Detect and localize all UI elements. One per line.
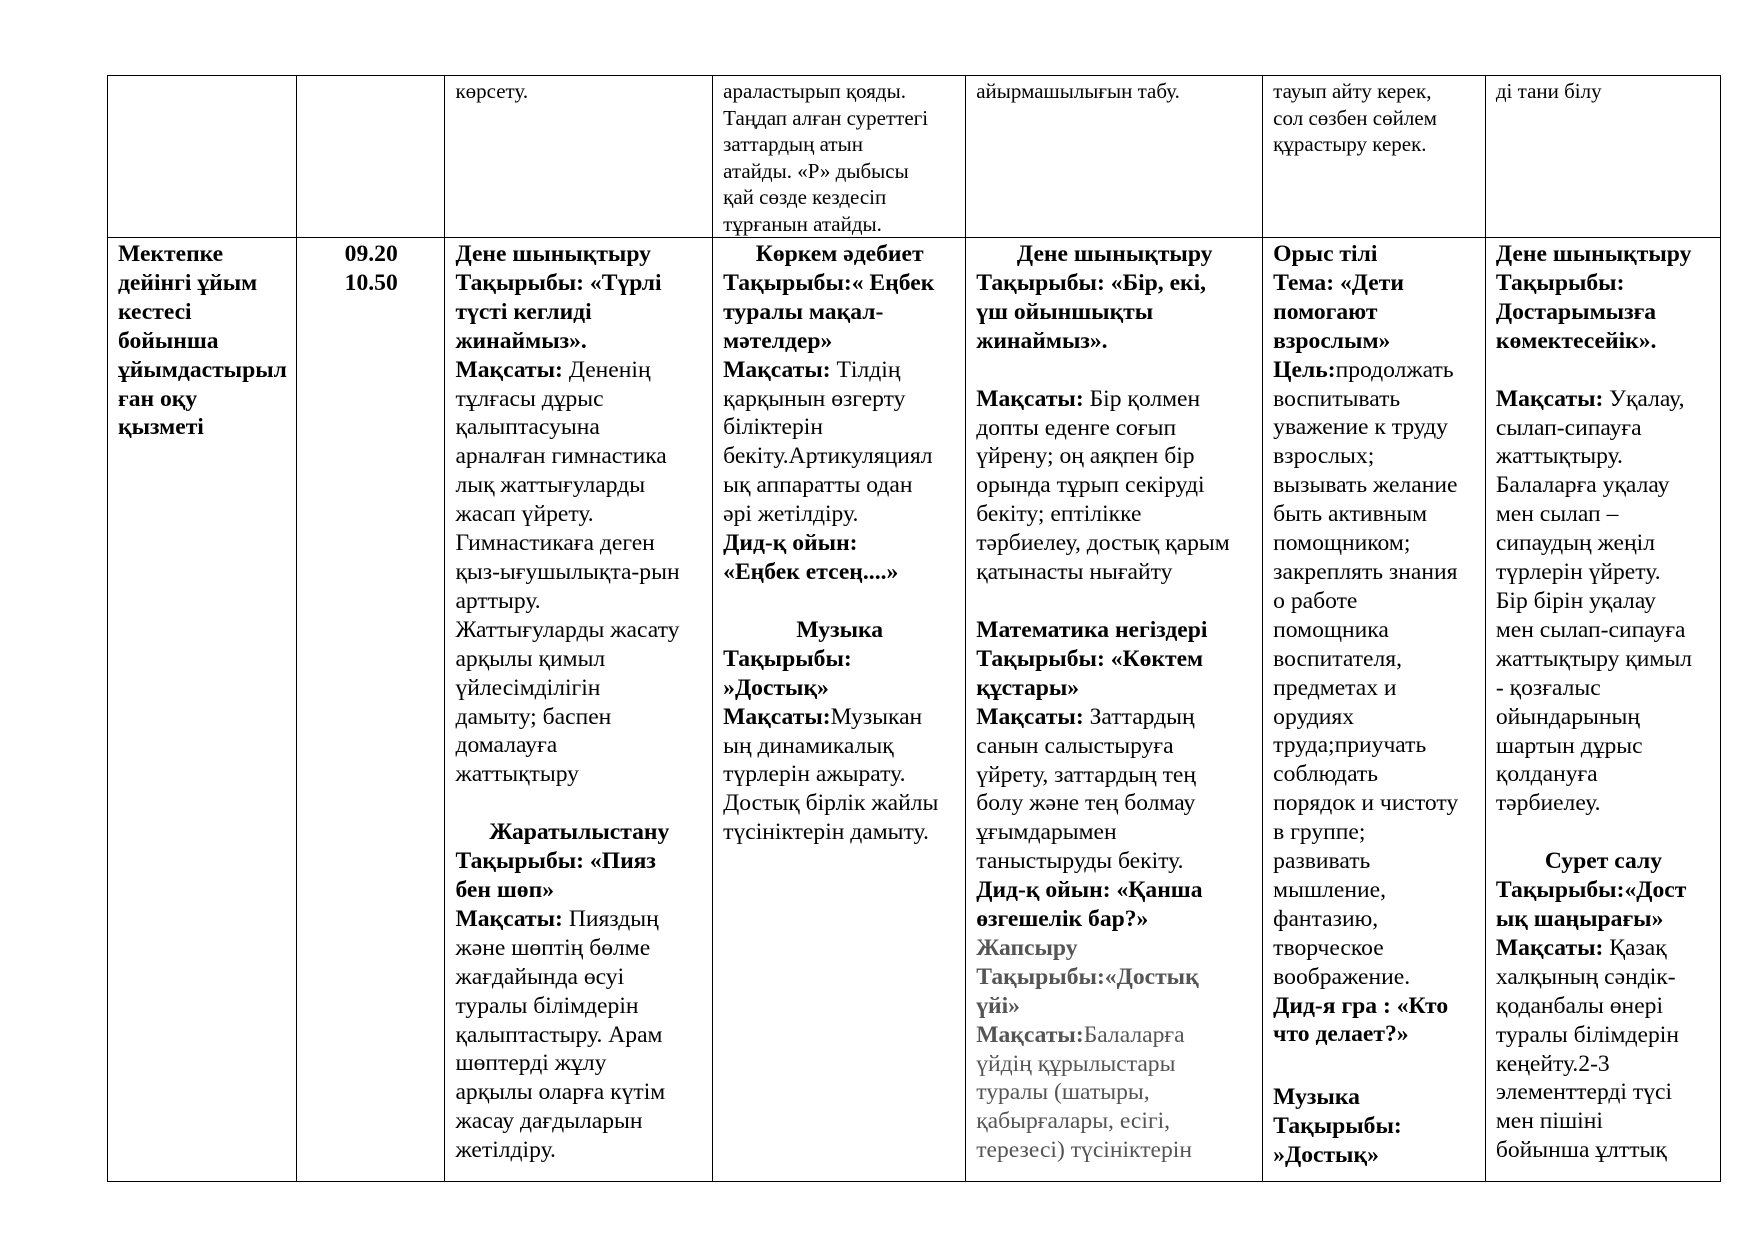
lesson-heading: Математика негіздері Тақырыбы: «Көктем құстары» — [976, 616, 1208, 701]
cell-text: ді тани білу — [1495, 79, 1602, 103]
goal-text: продолжать воспитывать уважение к труду взрослых; вызывать желание быть активным помощником; закреплять знания о работе помощника воспитателя, предметах и орудиях труда;приучать соблюдать порядок и чистоту в группе; развивать мышление, фантазию, творческое воображение. — [1273, 356, 1459, 990]
table-cell — [1485, 76, 1720, 238]
friday-cell — [1485, 238, 1720, 1182]
lesson-title: Музыка — [796, 616, 884, 643]
monday-cell — [445, 238, 713, 1182]
goal-label: Мақсаты: — [455, 356, 563, 383]
time-end: 10.50 — [344, 269, 398, 296]
goal-label: Мақсаты: — [723, 356, 831, 383]
thursday-cell — [1263, 238, 1486, 1182]
tuesday-cell — [713, 238, 966, 1182]
goal-text: Уқалау, сылап-сипауға жаттықтыру. Балаларға уқалау мен сылап – сипаудың жеңіл түрлерін үйрету. Бір бірін уқалау мен сылап-сипауға жаттықтыру қимыл - қозғалыс ойындарының шартын дұрыс қолдануға тәрбиелеу. — [1495, 385, 1692, 817]
table-cell — [296, 76, 444, 238]
goal-text: Бір қолмен допты еденге соғып үйрену; оң аяқпен бір орында тұрып секіруді бекіту; ептілікке тәрбиелеу, достық қарым қатынасты нығайту — [976, 385, 1230, 586]
lesson-heading: Жапсыру Тақырыбы:«Достық үйі» — [976, 934, 1199, 1019]
time-start: 09.20 — [344, 241, 398, 267]
goal-text: Қазақ халқының сәндік- қоданбалы өнері туралы білімдерін кеңейту.2-3 элементтерді түсі мен пішіні бойынша ұлттық — [1495, 934, 1679, 1164]
cell-text: араластырып қояды. Таңдап алған суреттегі заттардың атын атайды. «Р» дыбысы қай сөзде кездесіп тұрғанын атайды. — [723, 79, 929, 236]
activity-label: Мектепке дейінгі ұйым кестесі бойынша ұйымдастырыл ған оқу қызметі — [118, 241, 287, 441]
lesson-topic: Тақырыбы: «Бір, екі, үш ойыншықты жинаймыз». — [976, 269, 1207, 354]
didactic-game: Дид-қ ойын: «Қанша өзгешелік бар?» — [976, 877, 1203, 933]
lesson-title: Дене шынықтыру — [1016, 241, 1213, 267]
goal-label: Мақсаты: — [1495, 385, 1604, 412]
lesson-heading: Дене шынықтыру Тақырыбы: Достарымызға көмектесейік». — [1495, 241, 1692, 354]
lesson-topic: Тақырыбы: »Достық» — [723, 645, 852, 701]
lesson-topic: Тақырыбы: «Пияз бен шөп» — [455, 848, 656, 904]
goal-label: Мақсаты: — [976, 703, 1084, 730]
goal-label: Мақсаты: — [976, 385, 1084, 412]
lesson-title: Сурет салу — [1544, 848, 1662, 875]
goal-label: Мақсаты: — [1495, 934, 1604, 961]
wednesday-cell — [966, 238, 1263, 1182]
didactic-game: Дид-қ ойын: «Еңбек етсең....» — [723, 530, 899, 585]
table-cell — [1263, 76, 1486, 238]
table-cell — [966, 76, 1263, 238]
cell-text: тауып айту керек, сол сөзбен сөйлем құрастыру керек. — [1273, 79, 1437, 156]
goal-text: Балаларға үйдің құрылыстары туралы (шатыры, қабырғалары, есігі, терезесі) түсініктерін — [976, 1021, 1192, 1164]
weekly-plan-table — [107, 75, 1721, 1182]
goal-label: Мақсаты: — [976, 1021, 1084, 1048]
table-cell — [445, 76, 713, 238]
time-cell — [296, 238, 444, 1182]
goal-text: Музыкан ың динамикалық түрлерін ажырату. Достық бірлік жайлы түсініктерін дамыту. — [723, 703, 939, 846]
goal-label: Цель: — [1273, 356, 1336, 383]
lesson-topic: Тақырыбы:«Дост ық шаңырағы» — [1495, 877, 1687, 933]
cell-text: айырмашылығын табу. — [976, 79, 1180, 103]
goal-text: Дененің тұлғасы дұрыс қалыптасуына арналған гимнастика лық жаттығуларды жасап үйрету. Гимнастикаға деген қыз-ығушылықта-рын арттыру. Жаттығуларды жасату арқылы қимыл үйлесімділігін дамыту; баспен домалауға жаттықтыру — [455, 356, 680, 788]
goal-label: Мақсаты: — [723, 703, 831, 730]
goal-text: Тілдің қарқынын өзгерту біліктерін бекіту.Артикуляциял ық аппаратты одан әрі жетілдіру. — [723, 356, 933, 528]
lesson-title: Жаратылыстану — [489, 819, 670, 846]
table-cell — [713, 76, 966, 238]
activity-cell — [108, 238, 297, 1182]
table-row — [108, 76, 1721, 238]
lesson-heading: Орыс тілі Тема: «Дети помогают взрослым» — [1273, 241, 1404, 354]
lesson-heading: Музыка Тақырыбы: »Достық» — [1273, 1084, 1402, 1169]
goal-text: Заттардың санын салыстыруға үйрету, заттардың тең болу және тең болмау ұғымдарымен таныстыруды бекіту. — [976, 703, 1196, 875]
lesson-title: Көркем әдебиет — [755, 241, 924, 267]
didactic-game: Дид-я гра : «Кто что делает?» — [1273, 992, 1449, 1048]
goal-label: Мақсаты: — [455, 905, 563, 932]
cell-text: көрсету. — [455, 79, 529, 103]
lesson-heading: Дене шынықтыру Тақырыбы: «Түрлі түсті кеглиді жинаймыз». — [455, 241, 662, 354]
table-cell — [108, 76, 297, 238]
table-row — [108, 238, 1721, 1182]
lesson-topic: Тақырыбы:« Еңбек туралы мақал- мәтелдер» — [723, 269, 935, 354]
goal-text: Пияздың және шөптің бөлме жағдайында өсуі туралы білімдерін қалыптастыру. Арам шөптерді жұлу арқылы оларға күтім жасау дағдыларын жетілдіру. — [455, 905, 666, 1164]
